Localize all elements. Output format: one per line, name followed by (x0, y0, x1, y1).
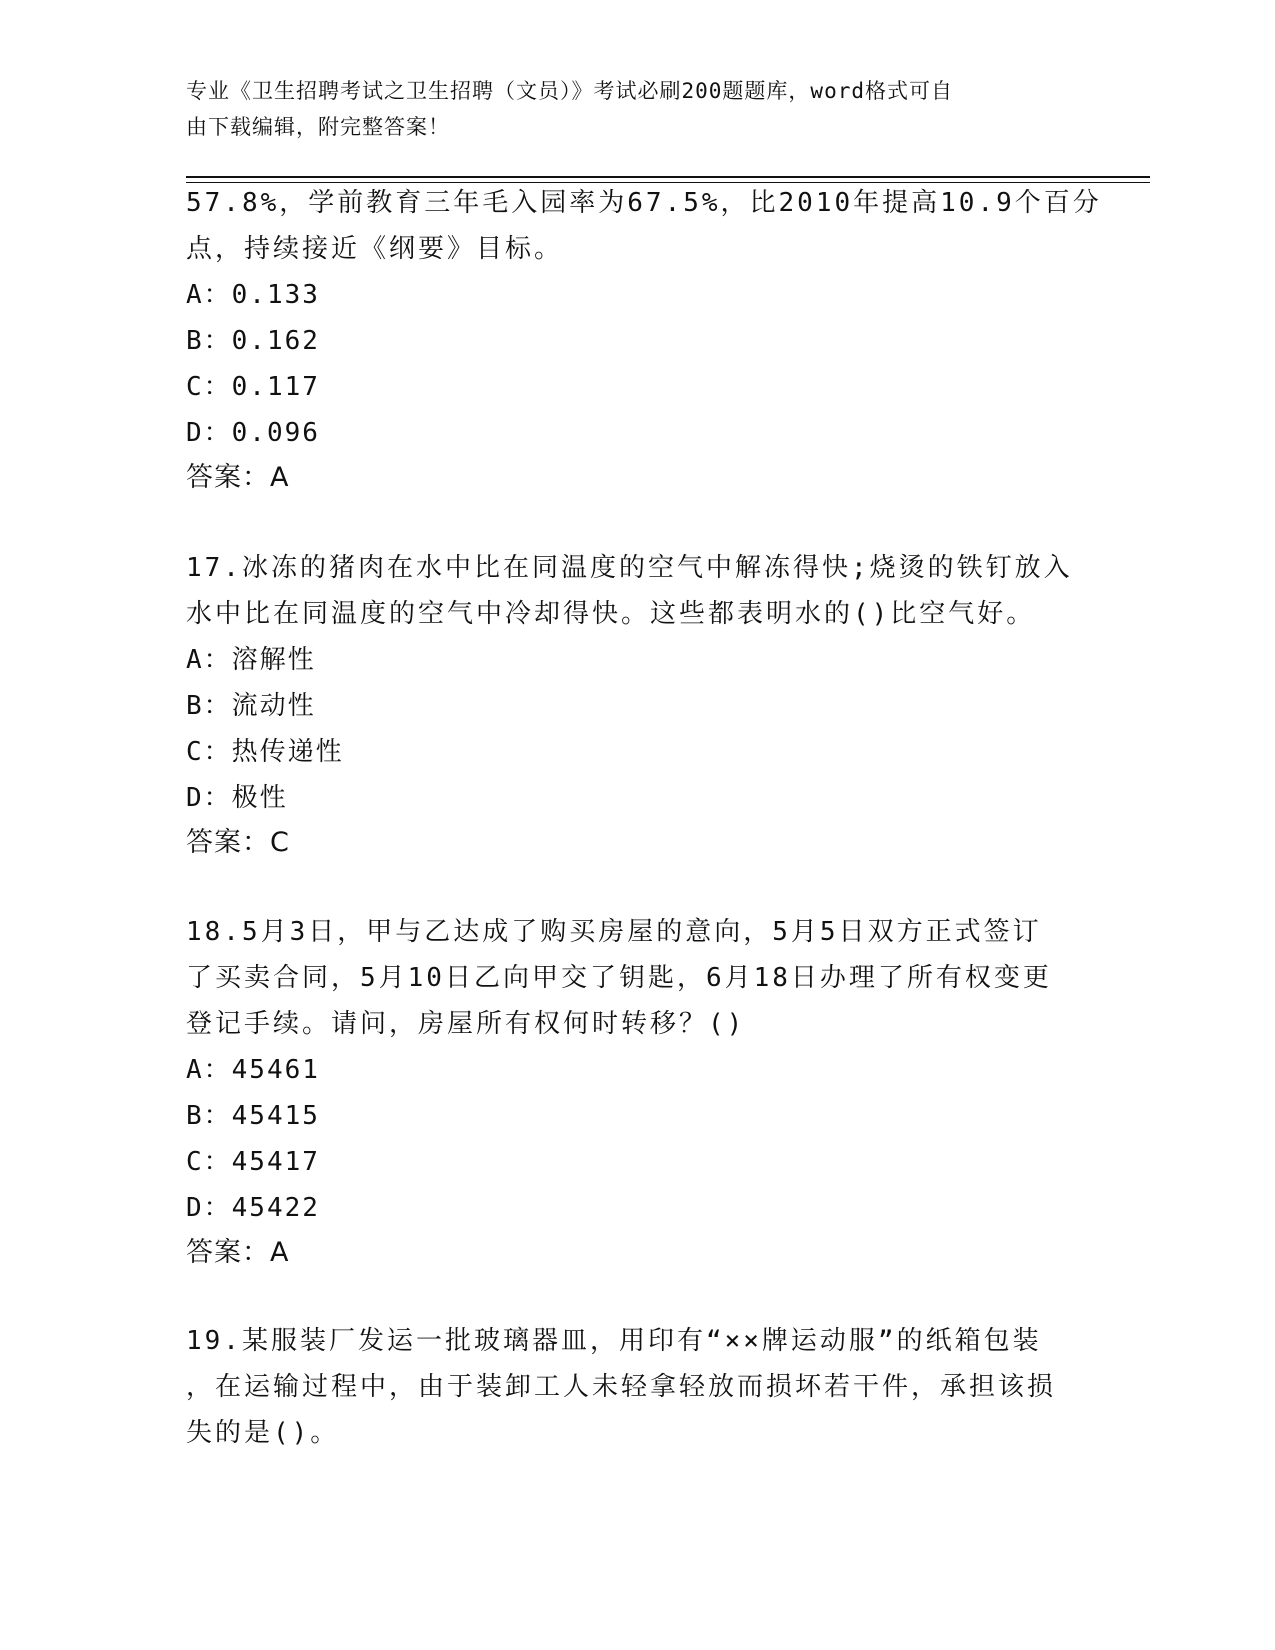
option-c: C：45417 (186, 1147, 320, 1177)
question-text (186, 180, 1102, 272)
question-block (186, 909, 1086, 1275)
question-line: 点，持续接近《纲要》目标。 (186, 234, 564, 264)
question-line: 登记手续。请问，房屋所有权何时转移？() (186, 1009, 746, 1039)
question-block (186, 1318, 1086, 1456)
question-text (186, 909, 1086, 1047)
option-a: A：溶解性 (186, 645, 316, 675)
option-a: A：0.133 (186, 280, 320, 310)
question-line: 了买卖合同，5月10日乙向甲交了钥匙，6月18日办理了所有权变更 (186, 963, 1052, 993)
question-line: 18.5月3日，甲与乙达成了购买房屋的意向，5月5日双方正式签订 (186, 917, 1042, 947)
option-d: D：极性 (186, 783, 288, 813)
question-text (186, 1318, 1086, 1456)
header-line: 专业《卫生招聘考试之卫生招聘（文员）》考试必刷200题题库，word格式可自 (186, 79, 953, 103)
question-block (186, 180, 1102, 500)
answer-line: 答案：A (186, 462, 290, 493)
header-line: 由下载编辑，附完整答案！ (186, 115, 450, 139)
document-header (186, 73, 1066, 145)
option-a: A：45461 (186, 1055, 320, 1085)
option-d: D：0.096 (186, 418, 320, 448)
question-text (186, 545, 1086, 637)
question-line: 水中比在同温度的空气中冷却得快。这些都表明水的()比空气好。 (186, 599, 1036, 629)
question-line: 17.冰冻的猪肉在水中比在同温度的空气中解冻得快;烧烫的铁钉放入 (186, 553, 1073, 583)
option-c: C：热传递性 (186, 737, 344, 767)
answer-line: 答案：C (186, 827, 290, 858)
question-line: ，在运输过程中，由于装卸工人未轻拿轻放而损坏若干件，承担该损 (186, 1372, 1057, 1402)
question-line: 失的是()。 (186, 1418, 340, 1448)
header-divider-thick (186, 176, 1150, 178)
question-line: 19.某服装厂发运一批玻璃器皿，用印有“××牌运动服”的纸箱包装 (186, 1326, 1042, 1356)
option-b: B：流动性 (186, 691, 316, 721)
option-d: D：45422 (186, 1193, 320, 1223)
option-b: B：45415 (186, 1101, 320, 1131)
option-b: B：0.162 (186, 326, 320, 356)
question-block (186, 545, 1086, 865)
option-c: C：0.117 (186, 372, 320, 402)
question-line: 57.8%，学前教育三年毛入园率为67.5%，比2010年提高10.9个百分 (186, 188, 1102, 218)
answer-line: 答案：A (186, 1237, 290, 1268)
